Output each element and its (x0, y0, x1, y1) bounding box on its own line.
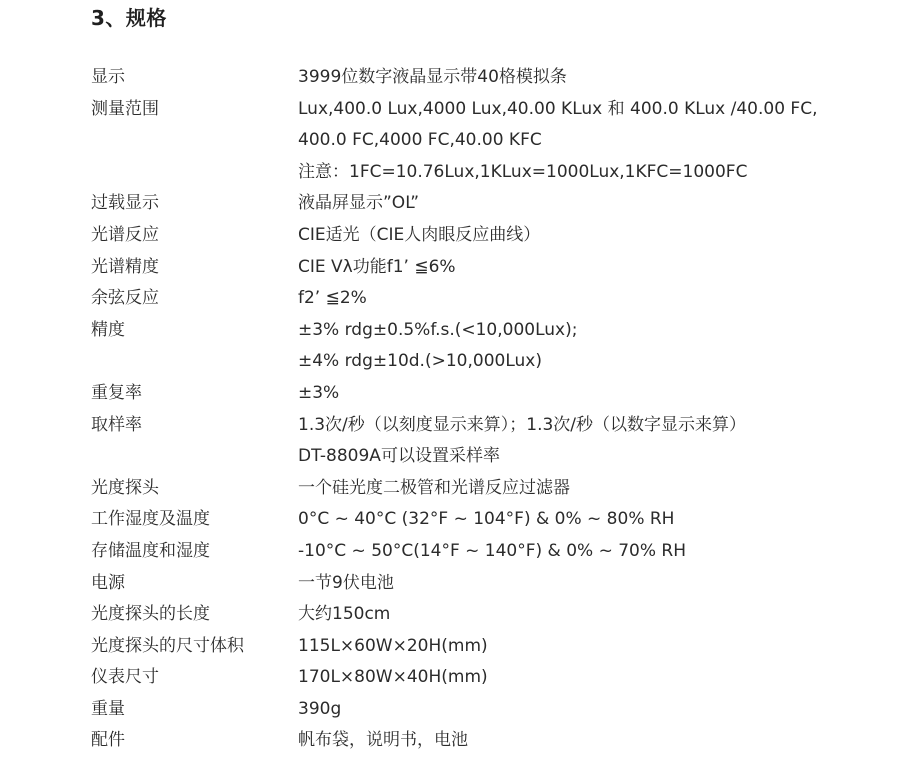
spec-value-line: 液晶屏显示”OL” (298, 193, 420, 214)
spec-value (298, 599, 851, 631)
spec-label: 光度探头的长度 (91, 604, 210, 625)
spec-value-line: CIE Vλ功能f1’ ≦6% (298, 256, 456, 277)
spec-value-line: 400.0 FC,4000 FC,40.00 KFC (298, 130, 542, 151)
spec-value-line: 注意：1FC=10.76Lux,1KLux=1000Lux,1KFC=1000FC (298, 161, 748, 182)
spec-row (91, 94, 851, 189)
spec-value-line: -10°C ~ 50°C(14°F ~ 140°F) & 0% ~ 70% RH (298, 540, 687, 561)
spec-row (91, 725, 851, 757)
spec-row (91, 378, 851, 410)
spec-label: 配件 (91, 730, 125, 751)
spec-value (298, 220, 851, 252)
spec-value (298, 725, 851, 757)
spec-row (91, 188, 851, 220)
spec-value-line: ±4% rdg±10d.(>10,000Lux) (298, 351, 542, 372)
spec-value-line: 0°C ~ 40°C (32°F ~ 104°F) & 0% ~ 80% RH (298, 509, 675, 530)
spec-value-line: 115L×60W×20H(mm) (298, 635, 488, 656)
spec-label: 仪表尺寸 (91, 667, 159, 688)
spec-value-line: 170L×80W×40H(mm) (298, 667, 488, 688)
spec-value-line: CIE适光（CIE人肉眼反应曲线） (298, 224, 541, 245)
spec-value-line: 大约150cm (298, 604, 391, 625)
spec-value (298, 315, 851, 378)
spec-label: 电源 (91, 572, 125, 593)
spec-value-line: Lux,400.0 Lux,4000 Lux,40.00 KLux 和 400.0 KLux /40.00 FC, (298, 98, 818, 119)
spec-label: 测量范围 (91, 98, 159, 119)
spec-label: 余弦反应 (91, 288, 159, 309)
spec-label: 重量 (91, 698, 125, 719)
spec-row (91, 599, 851, 631)
spec-label: 存储温度和湿度 (91, 540, 210, 561)
spec-value (298, 536, 851, 568)
spec-row (91, 410, 851, 473)
spec-value (298, 694, 851, 726)
spec-value (298, 94, 851, 189)
spec-value (298, 662, 851, 694)
spec-value (298, 631, 851, 663)
spec-label: 精度 (91, 319, 125, 340)
spec-table (91, 62, 851, 757)
spec-value-line: ±3% (298, 382, 340, 403)
spec-value-line: f2’ ≦2% (298, 288, 367, 309)
spec-value-line: 390g (298, 698, 342, 719)
spec-row (91, 568, 851, 600)
spec-row (91, 315, 851, 378)
spec-value-line: 帆布袋，说明书，电池 (298, 730, 468, 751)
spec-value (298, 504, 851, 536)
spec-label: 重复率 (91, 382, 142, 403)
spec-row (91, 536, 851, 568)
spec-row (91, 220, 851, 252)
spec-label: 光度探头 (91, 477, 159, 498)
spec-value (298, 568, 851, 600)
spec-value-line: DT-8809A可以设置采样率 (298, 446, 500, 467)
spec-value-line: 3999位数字液晶显示带40格模拟条 (298, 67, 567, 87)
spec-label: 光谱精度 (91, 256, 159, 277)
spec-value (298, 283, 851, 315)
spec-label: 光度探头的尺寸体积 (91, 635, 244, 656)
spec-value (298, 252, 851, 284)
spec-label: 取样率 (91, 414, 142, 435)
spec-row (91, 252, 851, 284)
spec-value (298, 378, 851, 410)
spec-label: 显示 (91, 67, 125, 87)
spec-value-line: 一节9伏电池 (298, 572, 394, 593)
spec-value (298, 410, 851, 473)
spec-label: 光谱反应 (91, 224, 159, 245)
spec-row (91, 62, 851, 94)
spec-row (91, 694, 851, 726)
spec-label: 工作湿度及温度 (91, 509, 210, 530)
spec-value (298, 473, 851, 505)
section-title: 3、规格 (91, 6, 167, 30)
spec-row (91, 504, 851, 536)
spec-row (91, 631, 851, 663)
spec-row (91, 283, 851, 315)
spec-value-line: ±3% rdg±0.5%f.s.(<10,000Lux); (298, 319, 578, 340)
spec-label: 过载显示 (91, 193, 159, 214)
spec-value (298, 188, 851, 220)
spec-row (91, 473, 851, 505)
spec-value-line: 1.3次/秒（以刻度显示来算）；1.3次/秒（以数字显示来算） (298, 414, 747, 435)
spec-row (91, 662, 851, 694)
spec-value-line: 一个硅光度二极管和光谱反应过滤器 (298, 477, 570, 498)
spec-value (298, 62, 851, 94)
